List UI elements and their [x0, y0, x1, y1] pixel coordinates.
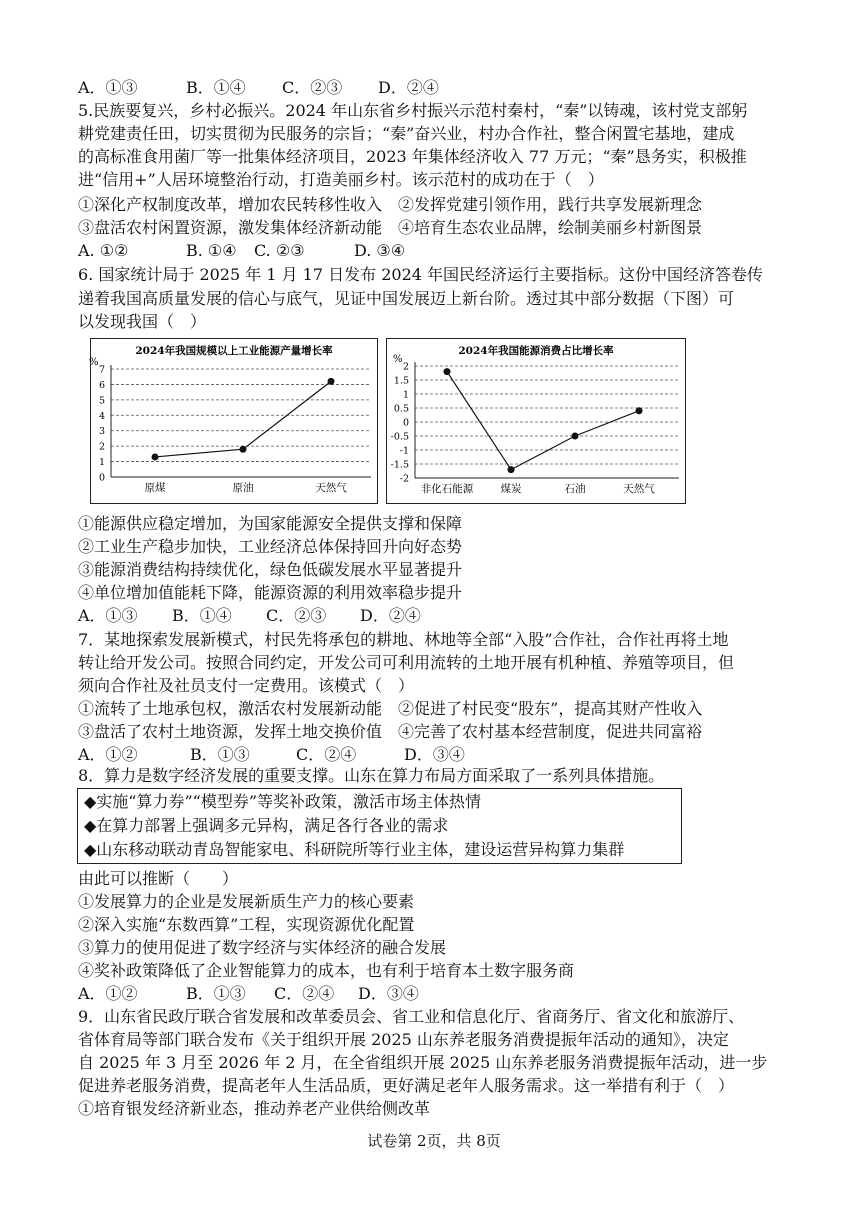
- q9-stem-line: 自 2025 年 3 月至 2026 年 2 月，在全省组织开展 2025 山东养老服务消费提振年活动，进一步: [78, 1053, 768, 1072]
- q6-stem-line: 递着我国高质量发展的信心与底气，见证中国发展迈上新台阶。透过其中部分数据（下图）可: [78, 289, 735, 308]
- y-tick-label: 4: [98, 410, 105, 422]
- y-tick-label: 0.5: [393, 403, 409, 415]
- q9-stem-line: 促进养老服务消费，提高老年人生活品质，更好满足老年人服务需求。这一举措有利于（ ）: [78, 1076, 735, 1095]
- q5-item: ③盘活农村闲置资源，激发集体经济新动能 ④培育生态农业品牌，绘制美丽乡村新图景: [78, 218, 703, 237]
- y-tick-label: 7: [98, 364, 105, 376]
- q4-option-b: B．①④: [186, 78, 246, 97]
- q8-option-b: B．①③: [186, 984, 246, 1003]
- q8-option-c: C．②④: [274, 984, 335, 1003]
- q7-options: [78, 744, 465, 766]
- q8-item: ①发展算力的企业是发展新质生产力的核心要素: [78, 892, 415, 911]
- q9-stem-line: 9．山东省民政厅联合省发展和改革委员会、省工业和信息化厅、省商务厅、省文化和旅游厅、: [78, 1007, 745, 1026]
- y-axis-unit: %: [89, 357, 99, 368]
- q7-item: ①流转了土地承包权，激活农村发展新动能 ②促进了村民变“股东”，提高其财产性收入: [78, 699, 703, 718]
- q5-option-a: A. ①②: [78, 241, 129, 260]
- q7-option-b: B．①③: [190, 745, 250, 764]
- data-point: [572, 433, 579, 440]
- q5-stem-line: 5.民族要复兴，乡村必振兴。2024 年山东省乡村振兴示范村秦村，“秦”以铸魂，该村党支部躬: [78, 101, 748, 120]
- q8-item: ③算力的使用促进了数字经济与实体经济的融合发展: [78, 938, 447, 957]
- chart-energy-consumption-svg: [387, 339, 685, 503]
- q7-stem-line: 转让给开发公司。按照合同约定，开发公司可利用流转的土地开展有机种植、养殖等项目，但: [78, 653, 735, 672]
- q8-option-d: D．③④: [358, 984, 419, 1003]
- data-point: [636, 407, 643, 414]
- q6-option-c: C．②③: [266, 606, 327, 625]
- data-point: [444, 368, 451, 375]
- q9-item: ①培育银发经济新业态，推动养老产业供给侧改革: [78, 1099, 431, 1118]
- chart-title: 2024年我国能源消费占比增长率: [458, 345, 614, 357]
- y-tick-label: -1: [399, 445, 409, 457]
- y-tick-label: -0.5: [390, 431, 409, 443]
- q4-option-c: C．②③: [282, 78, 343, 97]
- q4-option-d: D．②④: [378, 78, 439, 97]
- data-point: [328, 378, 335, 385]
- y-tick-label: 1: [402, 389, 409, 401]
- y-tick-label: 6: [98, 379, 105, 391]
- chart-energy-production: [90, 338, 378, 504]
- q8-policy-box: [77, 788, 682, 864]
- x-tick-label: 原煤: [144, 482, 166, 494]
- q8-option-a: A．①②: [78, 984, 138, 1003]
- y-tick-label: 0: [402, 417, 409, 429]
- x-tick-label: 天然气: [315, 482, 347, 494]
- q7-item: ③盘活了农村土地资源，发挥土地交换价值 ④完善了农村基本经营制度，促进共同富裕: [78, 722, 703, 741]
- x-tick-label: 天然气: [623, 483, 655, 495]
- chart-energy-consumption: [386, 338, 686, 504]
- q6-stem-line: 6. 国家统计局于 2025 年 1 月 17 日发布 2024 年国民经济运行主要指标。这份中国经济答卷传: [78, 265, 764, 284]
- series-line: [155, 381, 331, 457]
- q6-item: ④单位增加值能耗下降，能源资源的利用效率稳步提升: [78, 583, 463, 602]
- q5-option-c: C. ②③: [254, 241, 305, 260]
- y-tick-label: 2: [98, 441, 105, 453]
- q8-policy-item: ◆山东移动联动青岛智能家电、科研院所等行业主体，建设运营异构算力集群: [84, 840, 625, 859]
- q5-option-d: D. ③④: [354, 241, 406, 260]
- data-point: [240, 446, 247, 453]
- y-tick-label: 5: [98, 395, 105, 407]
- y-tick-label: 0: [98, 472, 105, 484]
- x-tick-label: 原油: [232, 482, 254, 494]
- chart-title: 2024年我国规模以上工业能源产量增长率: [135, 345, 333, 357]
- y-tick-label: -2: [399, 473, 409, 485]
- y-tick-label: 2: [402, 361, 409, 373]
- q9-stem-line: 省体育局等部门联合发布《关于组织开展 2025 山东养老服务消费提振年活动的通知》，决定: [78, 1030, 729, 1049]
- q8-item: ②深入实施“东数西算”工程，实现资源优化配置: [78, 915, 415, 934]
- q8-policy-item: ◆实施“算力券”“模型券”等奖补政策，激活市场主体热情: [84, 792, 482, 811]
- q5-options: [78, 240, 405, 262]
- q5-option-b: B. ①④: [186, 241, 237, 260]
- q5-stem-line: 耕党建责任田，切实贯彻为民服务的宗旨；“秦”奋兴业，村办合作社，整合闲置宅基地，建成: [78, 124, 735, 143]
- q4-options: [78, 77, 439, 99]
- q4-option-a: A．①③: [78, 78, 138, 97]
- q6-item: ②工业生产稳步加快，工业经济总体保持回升向好态势: [78, 537, 463, 556]
- q5-item: ①深化产权制度改革，增加农民转移性收入 ②发挥党建引领作用，践行共享发展新理念: [78, 195, 703, 214]
- y-tick-label: 1: [98, 457, 105, 469]
- q6-option-a: A．①③: [78, 606, 138, 625]
- chart-energy-production-svg: [91, 339, 377, 503]
- y-tick-label: -1.5: [390, 459, 409, 471]
- x-tick-label: 石油: [564, 483, 586, 495]
- data-point: [508, 466, 515, 473]
- data-point: [152, 453, 159, 460]
- q6-item: ①能源供应稳定增加，为国家能源安全提供支撑和保障: [78, 514, 463, 533]
- q7-option-a: A．①②: [78, 745, 138, 764]
- q7-option-d: D．③④: [404, 745, 465, 764]
- q8-intro: 8．算力是数字经济发展的重要支撑。山东在算力布局方面采取了一系列具体措施。: [78, 766, 665, 785]
- y-axis-unit: %: [393, 354, 403, 365]
- q7-option-c: C．②④: [296, 745, 357, 764]
- page-footer: 试卷第 2页，共 8页: [367, 1132, 501, 1150]
- q6-option-b: B．①④: [172, 606, 232, 625]
- y-tick-label: 3: [98, 426, 105, 438]
- q5-stem-line: 进“信用+”人居环境整治行动，打造美丽乡村。该示范村的成功在于（ ）: [78, 170, 604, 189]
- series-line: [447, 372, 639, 470]
- q8-options: [78, 983, 419, 1005]
- x-tick-label: 非化石能源: [420, 483, 474, 495]
- q7-stem-line: 须向合作社及社员支付一定费用。该模式（ ）: [78, 676, 415, 695]
- q7-stem-line: 7．某地探索发展新模式，村民先将承包的耕地、林地等全部“入股”合作社，合作社再将土地: [78, 630, 729, 649]
- x-tick-label: 煤炭: [500, 483, 522, 495]
- q5-stem-line: 的高标准食用菌厂等一批集体经济项目，2023 年集体经济收入 77 万元；“秦”恳务实，积极推: [78, 147, 747, 166]
- q8-policy-item: ◆在算力部署上强调多元异构，满足各行各业的需求: [84, 816, 449, 835]
- q6-stem-line: 以发现我国（ ）: [78, 312, 207, 331]
- q6-options: [78, 605, 421, 627]
- q8-item: ④奖补政策降低了企业智能算力的成本，也有利于培育本土数字服务商: [78, 961, 575, 980]
- y-tick-label: 1.5: [393, 375, 409, 387]
- q6-option-d: D．②④: [360, 606, 421, 625]
- q6-item: ③能源消费结构持续优化，绿色低碳发展水平显著提升: [78, 560, 463, 579]
- q8-stem: 由此可以推断（ ）: [78, 869, 239, 888]
